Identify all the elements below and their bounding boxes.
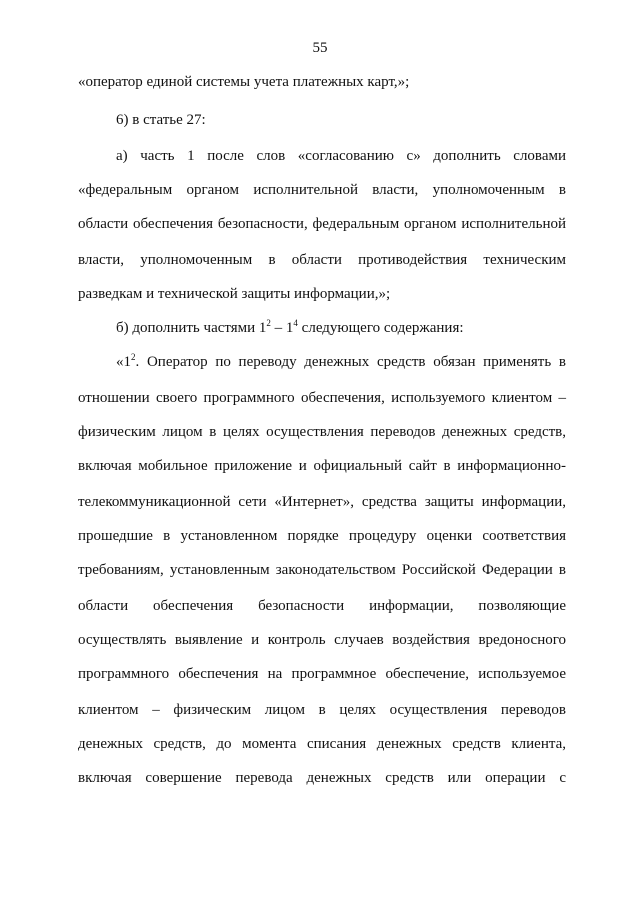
text-line: денежных средств, до момента списания денежных средств клиента, bbox=[78, 736, 566, 752]
text-line: физическим лицом в целях осуществления переводов денежных средств, bbox=[78, 424, 566, 440]
text-line: требованиям, установленным законодательством Российской Федерации в bbox=[78, 562, 566, 578]
text-line: включая мобильное приложение и официальный сайт в информационно- bbox=[78, 458, 566, 474]
text-line bbox=[116, 352, 566, 372]
text-line: осуществлять выявление и контроль случаев воздействия вредоносного bbox=[78, 632, 566, 648]
text-line: прошедшие в установленном порядке процедуру оценки соответствия bbox=[78, 528, 566, 544]
text-fragment: следующего содержания: bbox=[297, 320, 464, 336]
text-line: а) часть 1 после слов «согласованию с» дополнить словами bbox=[116, 148, 566, 164]
text-fragment: б) дополнить частями 1 bbox=[116, 320, 267, 336]
text-line: отношении своего программного обеспечения, используемого клиентом – bbox=[78, 390, 566, 406]
text-fragment: . Оператор по переводу денежных средств обязан применять в bbox=[135, 354, 566, 370]
text-line: области обеспечения безопасности, федеральным органом исполнительной bbox=[78, 216, 566, 232]
superscript: 4 bbox=[293, 318, 298, 328]
list-item-heading: 6) в статье 27: bbox=[116, 112, 206, 128]
text-line: «оператор единой системы учета платежных карт,»; bbox=[78, 74, 410, 90]
text-fragment: – 1 bbox=[270, 320, 294, 336]
text-line: включая совершение перевода денежных средств или операции с bbox=[78, 770, 566, 786]
text-line: «федеральным органом исполнительной власти, уполномоченным в bbox=[78, 182, 566, 198]
text-line: разведкам и технической защиты информации,»; bbox=[78, 286, 391, 302]
text-fragment: «1 bbox=[116, 354, 131, 370]
text-line: программного обеспечения на программное обеспечение, используемое bbox=[78, 666, 566, 682]
superscript: 2 bbox=[266, 318, 271, 328]
text-line: области обеспечения безопасности информации, позволяющие bbox=[78, 598, 566, 614]
text-line: клиентом – физическим лицом в целях осуществления переводов bbox=[78, 702, 566, 718]
text-line bbox=[116, 318, 464, 338]
text-line: власти, уполномоченным в области противодействия техническим bbox=[78, 252, 566, 268]
text-line: телекоммуникационной сети «Интернет», средства защиты информации, bbox=[78, 494, 566, 510]
page-number: 55 bbox=[312, 40, 328, 56]
superscript: 2 bbox=[131, 352, 136, 362]
